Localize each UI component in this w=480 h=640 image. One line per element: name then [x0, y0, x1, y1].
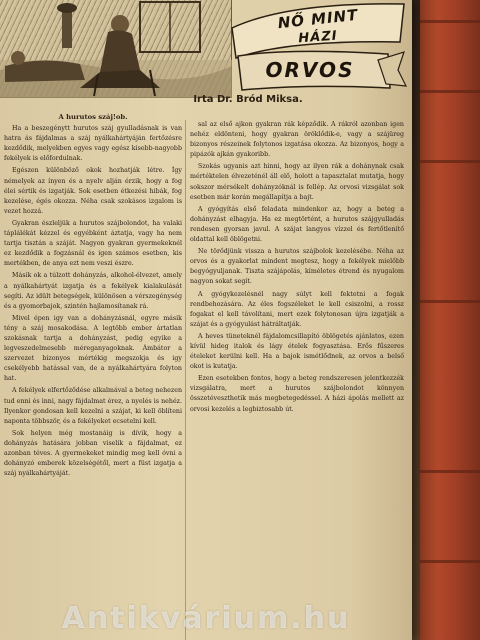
paragraph: Sok helyen még mostanáig is dívik, hogy a dohányzás hatására jobban viselik a fájdalmat, ez azonban téves. A gyermekeket mindig meg kell óvni a dohányzó emberek közelségétől, mert a füst izgatja a száj nyálkahártyáját.: [4, 429, 182, 478]
woman-reading-drawing: [0, 0, 232, 98]
article-heading: A hurutos száj!ob.: [58, 113, 128, 121]
column-divider: [185, 120, 186, 640]
article-column-right: [190, 120, 404, 640]
paragraph: A gyógyítás első feladata mindenkor az, hogy a beteg a dohányzást elhagyja. Ha ez megtörtént, a hurutos szájgyulladás rendesen gyorsan javul. A szájat langyos vízzel és fertőtlenítő oldattal kell öblögetni.: [190, 205, 404, 244]
paragraph: Mivel épen igy van a dohányzásnál, egyre másik tény a száj mosakodása. A legtöbb ember ártatlan szokásnak tartja a dohányzást, pedig egyike a legveszedelmesebb méreganyagoknak. Ámbátor a szervezet bizonyos mértékig megszokja és igy csekélyebb hatással van, de a nyálkahártyára folyton hat.: [4, 314, 182, 383]
header-illustration: [0, 0, 232, 98]
author-line: Irta Dr. Bród Miksa.: [193, 94, 303, 105]
paragraph: Egészen különböző okok hozhatják létre. Így némelyek az ínyen és a nyelv alján érzik, hogy a fog élei sértik és izgatják. Sok esetben étkezési hibák, fog kezelése, égés okozza. Néha csak szokásos izgalom is vezet hozzá.: [4, 167, 182, 215]
paragraph: A fekélyek elfertőződése alkalmával a beteg nehezen tud enni és inni, nagy fájdalmat érez, a nyelés is nehéz. Ilyenkor gondosan kell kezelni a szájat, ki kell öblíteni naponta többször, és a fekélyeket ecsetelni kell.: [4, 387, 182, 425]
paragraph: A heves tüneteknél fájdalomcsillapító öblögetés ajánlatos, ezen kívül hideg italok és lágy ételek fogyasztása. Erős fűszeres ételeket kerülni kell. Ha a bajok ismétlődnek, az orvos a belső okot is kutatja.: [190, 332, 404, 371]
paragraph: Ezen esetekben fontos, hogy a beteg rendszeresen jelentkezzék vizsgálatra, mert a hurutos szájbolondot könnyen összetéveszthetik más megbetegedéssel. A házi ápolás mellett az orvosi kezelés a legbiztosabb út.: [190, 375, 404, 413]
paragraph: Ne törődjünk vissza a hurutos szájbolok kezelésébe. Néha az orvos és a gyakorlat mindent megtesz, hogy a fekélyek mielőbb begyógyuljanak. Tiszta szájápolás, kíméletes étrend és nyugalom nagyon sokat segít.: [190, 248, 404, 286]
title-banner: [228, 0, 408, 92]
paragraph: A gyógykezelésnél nagy súlyt kell fektetni a fogak rendbehozására. Az éles fogszéleket le kell csiszolni, a rossz fogakat el kell távolítani, mert ezek folytonosan újra izgatják a szájat és a gyógyulást hátráltatják.: [190, 290, 404, 328]
title-line-2: HÁZI: [297, 28, 339, 47]
article-column-left: [4, 112, 182, 640]
watermark: Antikvárium.hu: [61, 601, 351, 636]
book-spine-edge: [420, 0, 480, 640]
paragraph: Ha a beszegénytt hurutos száj gyulladásnak is van hatra ás fájdalmas a száj nyálkahártyáján fertőzésre kezdődik, melyekben egyes vagy egész kisebb-nagyobb fekélyek is előfordulnak.: [4, 125, 182, 163]
paragraph: Gyakran észleljük a hurutos szájbolondot, ha valaki táplálékát kézzel és egyébként áztatja, vagy ha nem tartja tisztán a száját. Nagyon gyakran gyermekeknél ez kezdődik a fogzásnál és igen számos esetben, kis mertékben, de anya ezt nem veszi észre.: [4, 219, 182, 268]
paragraph: Szokás ugyanis azt hinni, hogy az ilyen rák a dohánynak csak mértéktelen élvezeténél áll elő, holott a tapasztalat mutatja, hogy sokszor mérsékelt dohányzóknál is fellép. Az orvosi vizsgálat sok esetben már korán megállapítja a bajt.: [190, 163, 404, 201]
paragraph: Másik ok a túlzott dohányzás, alkohol-élvezet, amely a nyálkahártyát izgatja és a fekélyek kialakulását segíti. Az idült betegségek, különösen a vérszegénység és a gyomorbajok, szintén hajlamosítanak rá.: [4, 272, 182, 310]
title-line-3: ORVOS: [265, 58, 355, 82]
title-line-1: NŐ MINT: [276, 5, 360, 33]
paragraph: sal az első ajkon gyakran rák képződik. A rákról azonban igen nehéz eldönteni, hogy gyakran öröklődik-e, vagy a szájüreg bizonyos részeinek folytonos izgatása okozza. Az bizonyos, hogy a pipázók ajkán gyakoribb.: [190, 121, 404, 159]
